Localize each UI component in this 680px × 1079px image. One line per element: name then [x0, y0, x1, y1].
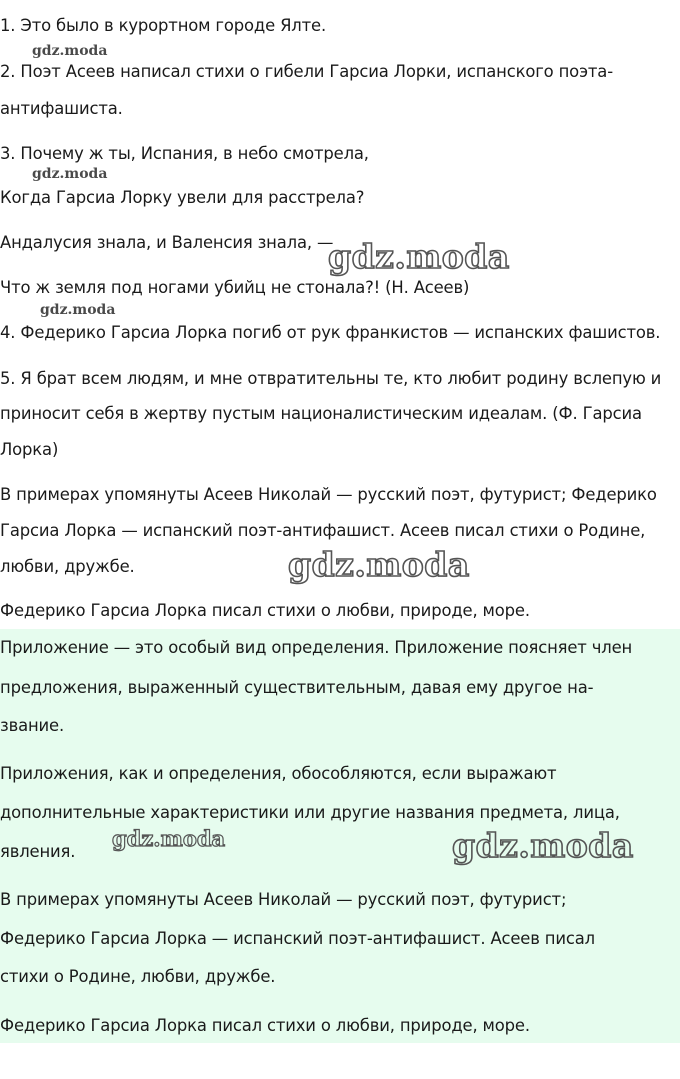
- highlight-text-line: явления.: [0, 842, 76, 861]
- text-line: Когда Гарсиа Лорку увели для расстрела?: [0, 188, 365, 207]
- text-line: 4. Федерико Гарсиа Лорка погиб от рук франкистов — испанских фашистов.: [0, 323, 661, 342]
- highlight-text-line: стихи о Родине, любви, дружбе.: [0, 967, 276, 986]
- watermark-logo: gdz.moda: [328, 237, 510, 276]
- text-line: 3. Почему ж ты, Испания, в небо смотрела,: [0, 144, 369, 163]
- watermark-logo: gdz.moda: [288, 545, 470, 584]
- highlight-text-line: Приложение — это особый вид определения. Приложение поясняет член: [0, 638, 633, 657]
- text-line: приносит себя в жертву пустым националистическим идеалам. (Ф. Гарсиа: [0, 404, 642, 423]
- highlight-text-line: Федерико Гарсиа Лорка писал стихи о любви, природе, море.: [0, 1016, 530, 1035]
- highlight-text-line: звание.: [0, 716, 65, 735]
- text-line: 5. Я брат всем людям, и мне отвратительны те, кто любит родину вслепую и: [0, 369, 662, 388]
- text-line: антифашиста.: [0, 99, 123, 118]
- highlight-text-line: В примерах упомянуты Асеев Николай — русский поэт, футурист;: [0, 890, 567, 909]
- highlight-text-line: Федерико Гарсиа Лорка — испанский поэт-антифашист. Асеев писал: [0, 929, 595, 948]
- text-line: 2. Поэт Асеев написал стихи о гибели Гарсиа Лорки, испанского поэта-: [0, 62, 613, 81]
- highlight-text-line: предложения, выраженный существительным, давая ему другое на-: [0, 678, 594, 697]
- text-line: Гарсиа Лорка — испанский поэт-антифашист. Асеев писал стихи о Родине,: [0, 521, 646, 540]
- text-line: В примерах упомянуты Асеев Николай — русский поэт, футурист; Федерико: [0, 485, 657, 504]
- text-line: Лорка): [0, 440, 59, 459]
- highlight-text-line: Приложения, как и определения, обособляются, если выражают: [0, 764, 557, 783]
- text-line: любви, дружбе.: [0, 557, 135, 576]
- text-line: Андалусия знала, и Валенсия знала, —: [0, 233, 334, 252]
- highlight-text-line: дополнительные характеристики или другие названия предмета, лица,: [0, 803, 620, 822]
- text-line: 1. Это было в курортном городе Ялте.: [0, 16, 327, 35]
- text-line: Федерико Гарсиа Лорка писал стихи о любви, природе, море.: [0, 601, 530, 620]
- text-line: Что ж земля под ногами убийц не стонала?! (Н. Асеев): [0, 278, 470, 297]
- watermark-logo: gdz.moda: [32, 166, 108, 182]
- watermark-logo: gdz.moda: [40, 302, 116, 318]
- watermark-logo: gdz.moda: [32, 43, 108, 59]
